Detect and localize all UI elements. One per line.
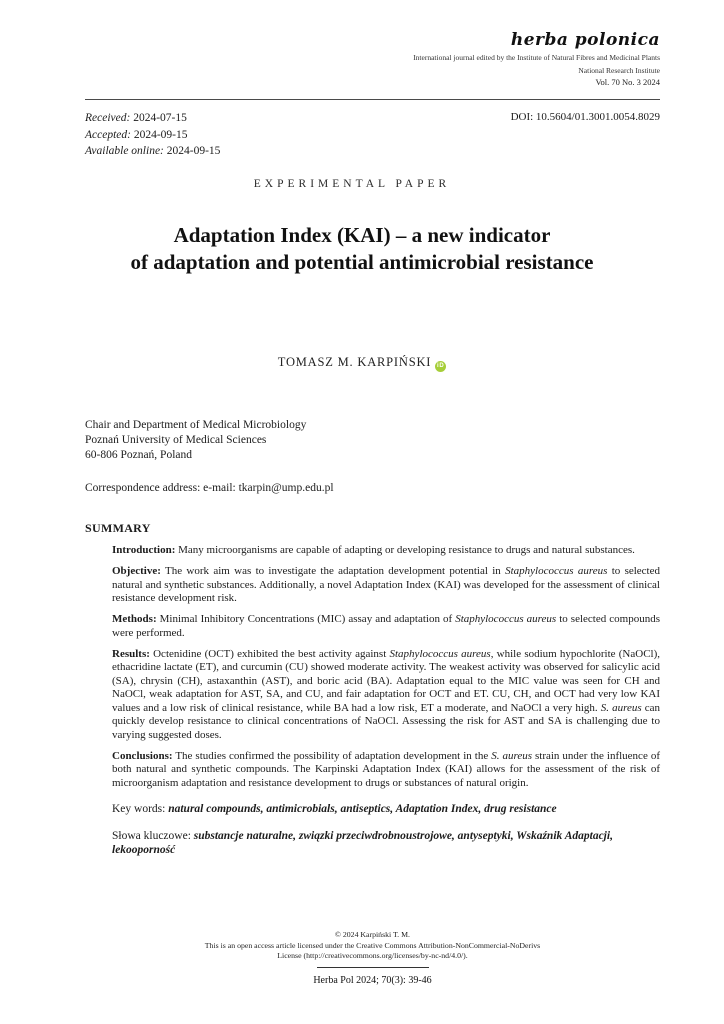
accepted-line bbox=[85, 127, 220, 144]
keywords-label: Key words: bbox=[112, 803, 169, 815]
keywords-list: natural compounds, antimicrobials, antiseptics, Adaptation Index, drug resistance bbox=[168, 803, 557, 815]
orcid-icon[interactable]: iD bbox=[435, 361, 446, 372]
summary-paragraph: Introduction: Many microorganisms are capable of adapting or developing resistance to drugs and natural substances. bbox=[112, 544, 635, 556]
doi: DOI: 10.5604/01.3001.0054.8029 bbox=[510, 111, 660, 123]
footer-divider bbox=[317, 967, 429, 968]
author-line bbox=[0, 355, 724, 372]
article-title bbox=[40, 222, 684, 276]
keywords-pl-label: Słowa kluczowe: bbox=[112, 829, 194, 842]
available-online-line bbox=[85, 143, 220, 160]
license-line2: License (http://creativecommons.org/licenses/by-nc-nd/4.0/). bbox=[277, 951, 468, 960]
summary-paragraph: Conclusions: The studies confirmed the possibility of adaptation development in the S. aureus strain under the influence of both natural and synthetic compounds. The Karpinski Adaptation Index (KAI) allows for the assessment of the risk of microorganism adaptation and resistance development to drugs or substances of natural origin. bbox=[112, 749, 660, 789]
affiliation-block bbox=[85, 418, 660, 463]
journal-subtitle-line1: International journal edited by the Institute of Natural Fibres and Medicinal Plants bbox=[413, 53, 660, 62]
affiliation-line1: Chair and Department of Medical Microbiology bbox=[85, 419, 307, 431]
available-online-label: Available online: bbox=[85, 145, 164, 157]
journal-subtitle-line2: National Research Institute bbox=[578, 66, 660, 75]
article-meta bbox=[85, 110, 660, 160]
article-category: EXPERIMENTAL PAPER bbox=[253, 178, 451, 190]
journal-volume: Vol. 70 No. 3 2024 bbox=[595, 77, 660, 87]
article-title-line2: of adaptation and potential antimicrobial resistance bbox=[130, 250, 594, 274]
summary-paragraph: Methods: Minimal Inhibitory Concentrations (MIC) assay and adaptation of Staphylococcus aureus to selected compounds were performed. bbox=[112, 613, 660, 639]
summary-paragraph: Results: Octenidine (OCT) exhibited the best activity against Staphylococcus aureus, while sodium hypochlorite (NaOCl), ethacridine lactate (ET), and curcumin (CU) showed moderate activity. The weakest activity was observed for salicylic acid (SA), chrysin (CH), astaxanthin (AST), and boric acid (BA). Adaptation equal to the MIC value was seen for CH and NaOCl, weak adaptation for AST, SA, and CU, and fair adaptation for OCT and ET. CU, CH, and OCT had very low KAI values and a low risk of clinical resistance, while BA had a low risk, ET a moderate, and NaOCl a very high. S. aureus can quickly develop resistance to clinical concentrations of NaOCl. Assessing the risk for AST and SA is challenging due to varying suggested doses. bbox=[112, 647, 661, 741]
journal-citation: Herba Pol 2024; 70(3): 39-46 bbox=[313, 974, 432, 986]
journal-masthead bbox=[85, 30, 660, 88]
summary-heading: SUMMARY bbox=[85, 521, 151, 535]
keywords-pl-list: substancje naturalne, związki przeciwdrobnoustrojowe, antyseptyki, Wskaźnik Adaptacji, lekooporność bbox=[112, 829, 613, 856]
received-date: 2024-07-15 bbox=[133, 112, 187, 124]
article-title-line1: Adaptation Index (KAI) – a new indicator bbox=[173, 223, 551, 247]
accepted-label: Accepted: bbox=[85, 128, 131, 141]
license-line1: This is an open access article licensed under the Creative Commons Attribution-NonCommercial-NoDerivs bbox=[204, 940, 541, 950]
available-online-date: 2024-09-15 bbox=[166, 145, 221, 157]
summary-paragraph: Objective: The work aim was to investigate the adaptation development potential in Staphylococcus aureus to selected natural and synthetic substances. Additionally, a novel Adaptation Index (KAI) was developed for the assessment of clinical resistance development risk. bbox=[112, 565, 661, 604]
affiliation-line2: Poznań University of Medical Sciences bbox=[85, 434, 267, 446]
journal-logo: herba polonica bbox=[510, 30, 660, 50]
article-dates bbox=[85, 110, 220, 160]
keywords-line bbox=[112, 802, 660, 817]
summary-paragraphs bbox=[112, 544, 660, 790]
page-footer bbox=[85, 930, 660, 986]
copyright-line: © 2024 Karpiński T. M. bbox=[335, 930, 410, 939]
received-line bbox=[85, 110, 220, 127]
header-divider bbox=[85, 99, 660, 100]
received-label: Received: bbox=[85, 112, 131, 124]
correspondence-line: Correspondence address: e-mail: tkarpin@ump.edu.pl bbox=[85, 482, 334, 494]
accepted-date: 2024-09-15 bbox=[133, 128, 188, 141]
author-name: TOMASZ M. KARPIŃSKI bbox=[277, 355, 432, 369]
keywords-pl-line bbox=[112, 829, 660, 858]
summary-section bbox=[85, 521, 660, 858]
affiliation-line3: 60-806 Poznań, Poland bbox=[85, 449, 193, 461]
